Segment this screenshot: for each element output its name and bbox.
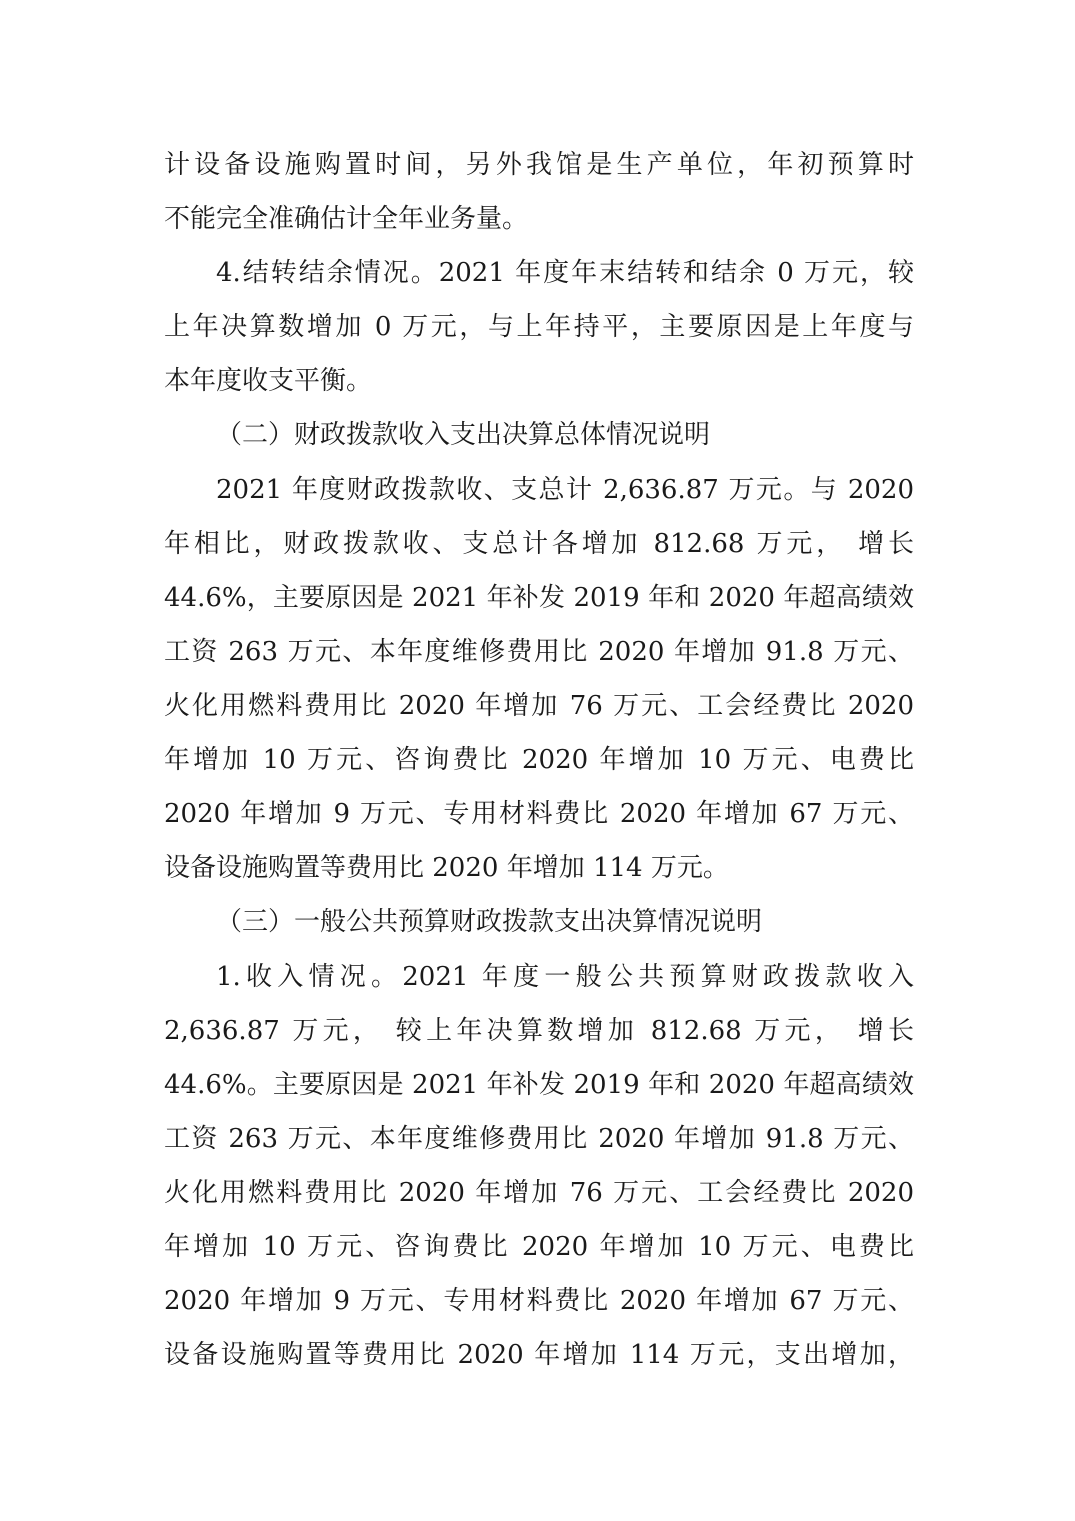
section-heading: （二）财政拨款收入支出决算总体情况说明 (216, 420, 711, 450)
text-line: 4.结转结余情况。2021 年度年末结转和结余 0 万元，较 (216, 258, 914, 288)
text-line: 年增加 10 万元、咨询费比 2020 年增加 10 万元、电费比 (164, 745, 914, 775)
text-line: 2021 年度财政拨款收、支总计 2,636.87 万元。与 2020 (216, 475, 914, 505)
text-line: 1.收入情况。2021 年度一般公共预算财政拨款收入 (216, 962, 914, 992)
text-line: 44.6%，主要原因是 2021 年补发 2019 年和 2020 年超高绩效 (164, 583, 914, 613)
text-line: 不能完全准确估计全年业务量。 (164, 204, 529, 234)
text-line: 工资 263 万元、本年度维修费用比 2020 年增加 91.8 万元、 (164, 637, 914, 667)
text-line: 本年度收支平衡。 (164, 366, 373, 396)
text-line: 2020 年增加 9 万元、专用材料费比 2020 年增加 67 万元、 (164, 799, 914, 829)
text-line: 计设备设施购置时间，另外我馆是生产单位，年初预算时 (164, 150, 914, 180)
text-line: 44.6%。主要原因是 2021 年补发 2019 年和 2020 年超高绩效 (164, 1070, 914, 1100)
section-heading: （三）一般公共预算财政拨款支出决算情况说明 (216, 907, 763, 937)
text-line: 年增加 10 万元、咨询费比 2020 年增加 10 万元、电费比 (164, 1232, 914, 1262)
text-line: 火化用燃料费用比 2020 年增加 76 万元、工会经费比 2020 (164, 691, 914, 721)
text-line: 上年决算数增加 0 万元，与上年持平，主要原因是上年度与 (164, 312, 914, 342)
text-line: 火化用燃料费用比 2020 年增加 76 万元、工会经费比 2020 (164, 1178, 914, 1208)
text-line: 设备设施购置等费用比 2020 年增加 114 万元，支出增加， (164, 1340, 914, 1370)
text-line: 设备设施购置等费用比 2020 年增加 114 万元。 (164, 853, 729, 883)
text-line: 年相比，财政拨款收、支总计各增加 812.68 万元， 增长 (164, 529, 914, 559)
text-line: 工资 263 万元、本年度维修费用比 2020 年增加 91.8 万元、 (164, 1124, 914, 1154)
text-line: 2020 年增加 9 万元、专用材料费比 2020 年增加 67 万元、 (164, 1286, 914, 1316)
text-line: 2,636.87 万元， 较上年决算数增加 812.68 万元， 增长 (164, 1016, 914, 1046)
